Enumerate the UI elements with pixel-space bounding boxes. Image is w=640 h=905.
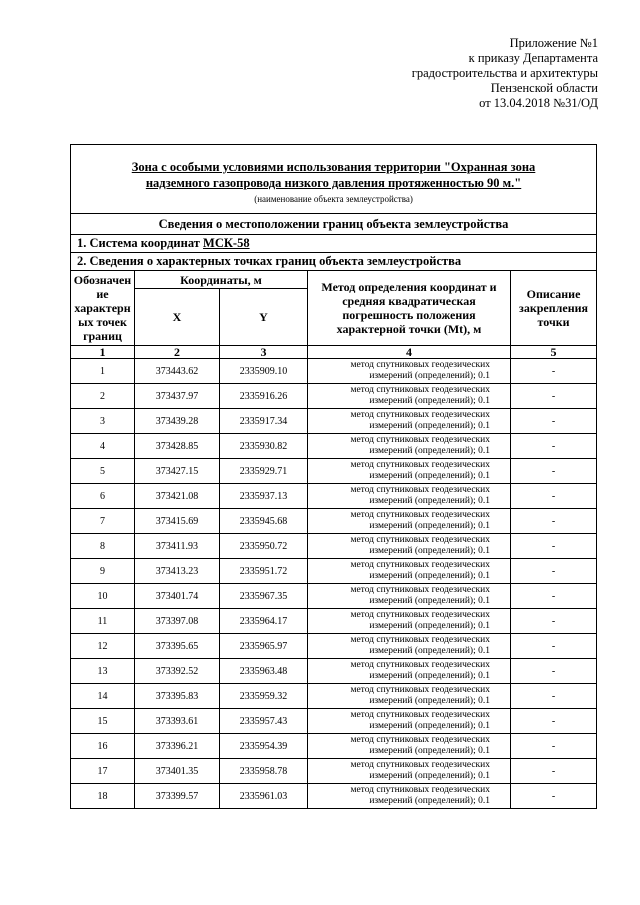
method-header: Метод определения координат и средняя квадратическая погрешность положения характерной точки (Mt), м [308,271,511,346]
method-line: метод спутниковых геодезических [350,685,490,695]
section-title: Сведения о местоположении границ объекта землеустройства [71,214,597,235]
method-line: метод спутниковых геодезических [350,635,490,645]
method-line: измерений (определений); 0.1 [369,746,490,756]
method-line: измерений (определений); 0.1 [369,371,490,381]
method-line: измерений (определений); 0.1 [369,546,490,556]
method-line: метод спутниковых геодезических [350,660,490,670]
method-line: измерений (определений); 0.1 [369,671,490,681]
coordinate-system-value: МСК-58 [203,236,250,250]
x-coordinate: 373396.21 [135,734,220,759]
method-line: метод спутниковых геодезических [350,610,490,620]
coordinate-system-label: 1. Система координат [77,236,204,250]
method-line: измерений (определений); 0.1 [369,696,490,706]
method-cell [308,734,511,759]
method-line: измерений (определений); 0.1 [369,771,490,781]
title-line: Зона с особыми условиями использования территории "Охранная зона [131,159,536,174]
table-row [71,409,597,434]
method-cell [308,434,511,459]
method-line: метод спутниковых геодезических [350,485,490,495]
table-row [71,684,597,709]
title-note: (наименование объекта землеустройства) [254,193,413,204]
method-line: измерений (определений); 0.1 [369,521,490,531]
coordinate-system [71,235,597,253]
fixing-description: - [511,684,597,709]
point-number: 15 [71,709,135,734]
method-cell [308,459,511,484]
point-number: 7 [71,509,135,534]
boundary-table [70,144,597,809]
method-line: метод спутниковых геодезических [350,735,490,745]
column-index-row [71,346,597,359]
fixing-description: - [511,559,597,584]
fixing-description: - [511,634,597,659]
y-coordinate: 2335954.39 [220,734,308,759]
fixing-description: - [511,434,597,459]
y-header: Y [220,289,308,346]
point-number: 2 [71,384,135,409]
method-line: метод спутниковых геодезических [350,710,490,720]
table-row [71,534,597,559]
point-number: 3 [71,409,135,434]
fixing-description: - [511,409,597,434]
y-coordinate: 2335950.72 [220,534,308,559]
table-row [71,634,597,659]
table-row [71,359,597,384]
document-title [71,145,597,214]
fixing-description: - [511,534,597,559]
column-index: 2 [135,346,220,359]
y-coordinate: 2335963.48 [220,659,308,684]
fixing-description: - [511,459,597,484]
coordinates-header: Координаты, м [135,271,308,289]
point-number: 14 [71,684,135,709]
x-coordinate: 373393.61 [135,709,220,734]
description-header: Описание закрепления точки [511,271,597,346]
method-cell [308,684,511,709]
method-line: измерений (определений); 0.1 [369,496,490,506]
method-line: измерений (определений); 0.1 [369,571,490,581]
fixing-description: - [511,584,597,609]
method-line: метод спутниковых геодезических [350,560,490,570]
column-index: 1 [71,346,135,359]
method-line: метод спутниковых геодезических [350,435,490,445]
point-number: 5 [71,459,135,484]
table-row [71,609,597,634]
x-header: X [135,289,220,346]
y-coordinate: 2335959.32 [220,684,308,709]
x-coordinate: 373401.35 [135,759,220,784]
fixing-description: - [511,659,597,684]
method-line: метод спутниковых геодезических [350,535,490,545]
fixing-description: - [511,734,597,759]
method-line: измерений (определений); 0.1 [369,646,490,656]
y-coordinate: 2335917.34 [220,409,308,434]
method-line: метод спутниковых геодезических [350,785,490,795]
x-coordinate: 373401.74 [135,584,220,609]
header-line: Приложение №1 [509,36,598,50]
method-line: метод спутниковых геодезических [350,585,490,595]
method-cell [308,709,511,734]
fixing-description: - [511,759,597,784]
x-coordinate: 373399.57 [135,784,220,809]
point-id-header: Обозначен ие характерн ых точек границ [71,271,135,346]
table-row [71,384,597,409]
table-row [71,759,597,784]
point-number: 10 [71,584,135,609]
method-cell [308,659,511,684]
point-number: 6 [71,484,135,509]
header-line: Пензенской области [490,81,598,95]
method-cell [308,559,511,584]
title-line: надземного газопровода низкого давления протяженностью 90 м." [145,175,522,190]
x-coordinate: 373413.23 [135,559,220,584]
x-coordinate: 373415.69 [135,509,220,534]
x-coordinate: 373395.83 [135,684,220,709]
method-line: измерений (определений); 0.1 [369,446,490,456]
table-row [71,459,597,484]
fixing-description: - [511,384,597,409]
header-line: к приказу Департамента [468,51,598,65]
method-line: измерений (определений); 0.1 [369,796,490,806]
method-cell [308,359,511,384]
fixing-description: - [511,784,597,809]
table-row [71,584,597,609]
point-number: 13 [71,659,135,684]
method-line: измерений (определений); 0.1 [369,421,490,431]
fixing-description: - [511,609,597,634]
method-line: измерений (определений); 0.1 [369,621,490,631]
y-coordinate: 2335961.03 [220,784,308,809]
method-cell [308,784,511,809]
method-line: метод спутниковых геодезических [350,510,490,520]
method-line: метод спутниковых геодезических [350,360,490,370]
y-coordinate: 2335909.10 [220,359,308,384]
point-number: 4 [71,434,135,459]
y-coordinate: 2335958.78 [220,759,308,784]
fixing-description: - [511,709,597,734]
method-line: метод спутниковых геодезических [350,460,490,470]
method-line: метод спутниковых геодезических [350,385,490,395]
x-coordinate: 373427.15 [135,459,220,484]
method-line: измерений (определений); 0.1 [369,721,490,731]
y-coordinate: 2335965.97 [220,634,308,659]
method-cell [308,609,511,634]
table-row [71,509,597,534]
method-line: измерений (определений); 0.1 [369,596,490,606]
method-line: измерений (определений); 0.1 [369,396,490,406]
method-line: измерений (определений); 0.1 [369,471,490,481]
y-coordinate: 2335916.26 [220,384,308,409]
column-index: 3 [220,346,308,359]
point-number: 11 [71,609,135,634]
column-index: 4 [308,346,511,359]
fixing-description: - [511,484,597,509]
method-cell [308,384,511,409]
point-number: 16 [71,734,135,759]
method-cell [308,759,511,784]
method-cell [308,409,511,434]
header-line: от 13.04.2018 №31/ОД [479,96,598,110]
method-cell [308,634,511,659]
column-index: 5 [511,346,597,359]
method-cell [308,534,511,559]
table-row [71,784,597,809]
y-coordinate: 2335967.35 [220,584,308,609]
table-row [71,709,597,734]
table-row [71,559,597,584]
table-row [71,434,597,459]
y-coordinate: 2335945.68 [220,509,308,534]
fixing-description: - [511,509,597,534]
point-number: 9 [71,559,135,584]
x-coordinate: 373395.65 [135,634,220,659]
x-coordinate: 373392.52 [135,659,220,684]
x-coordinate: 373411.93 [135,534,220,559]
document-header [412,36,598,111]
point-number: 8 [71,534,135,559]
table-row [71,659,597,684]
method-line: метод спутниковых геодезических [350,410,490,420]
x-coordinate: 373428.85 [135,434,220,459]
x-coordinate: 373397.08 [135,609,220,634]
y-coordinate: 2335937.13 [220,484,308,509]
point-number: 17 [71,759,135,784]
header-line: градостроительства и архитектуры [411,66,598,80]
y-coordinate: 2335964.17 [220,609,308,634]
method-cell [308,509,511,534]
points-section-title: 2. Сведения о характерных точках границ объекта землеустройства [71,253,597,271]
y-coordinate: 2335930.82 [220,434,308,459]
y-coordinate: 2335929.71 [220,459,308,484]
x-coordinate: 373443.62 [135,359,220,384]
point-number: 1 [71,359,135,384]
point-number: 12 [71,634,135,659]
y-coordinate: 2335951.72 [220,559,308,584]
fixing-description: - [511,359,597,384]
table-row [71,484,597,509]
x-coordinate: 373437.97 [135,384,220,409]
method-line: метод спутниковых геодезических [350,760,490,770]
method-cell [308,484,511,509]
method-cell [308,584,511,609]
x-coordinate: 373439.28 [135,409,220,434]
x-coordinate: 373421.08 [135,484,220,509]
point-number: 18 [71,784,135,809]
table-row [71,734,597,759]
y-coordinate: 2335957.43 [220,709,308,734]
